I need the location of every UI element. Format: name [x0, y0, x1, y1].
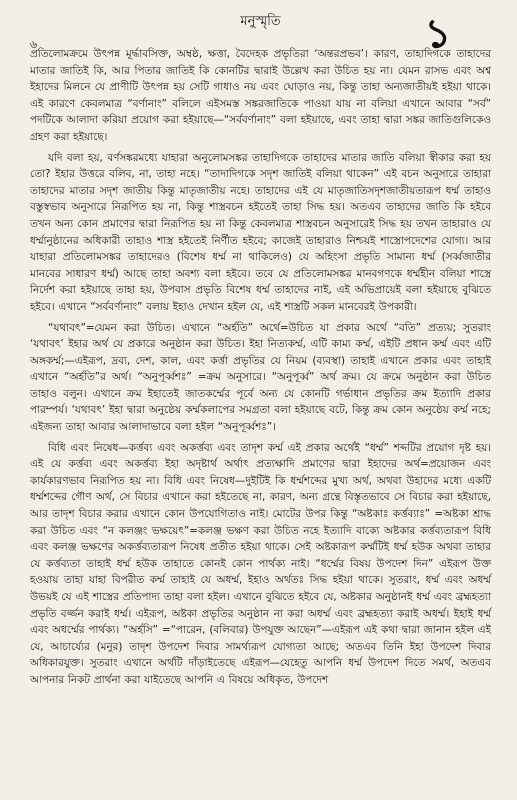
page-number: ৬	[30, 38, 38, 51]
paragraph-2: যদি বলা হয়, বর্ণসঙ্করমধ্যে যাহারা অনুলোমসঙ্কর তাহাদিগকে তাহাদের মাতার জাতি বলিয়া স্বীকার করা হয় তো? ইহার উত্তরে বলিব, না, তাহা নহে। “তাদাদিগকে সদৃশ জাতিই বলিয়া থাকেন” এই বচন অনুসারে তাহারা তাহাদের মাতার সদৃশ জাতীয় কিন্তু মাতৃজাতীয় নহে। তাহাদের এই যে মাতৃজাতিসদৃশজাতীয়তারূপ ধর্ম্ম তাহাও বস্তুস্বভাব অনুসারে নিরূপিত হয় না, কিন্তু শাস্ত্রবচন হইতেই তাহা সিদ্ধ হয়। অতএব তাহাদের জাতি কি হইবে তখন অন্য কোন প্রমাণের দ্বারা নিরূপিত হয় না কিন্তু কেবলমাত্র শাস্ত্রবচন অনুসারেই সিদ্ধ হয় তখন তাহারাও যে ধর্ম্মানুষ্ঠানের অধিকারী তাহাও শাস্ত্র হইতেই নির্ণীত হইবে; কাজেই তাহারাও নিশ্চয়ই শাস্ত্রোপদেশের যোগ্য। আর যাহারা প্রতিলোমসঙ্কর তাহাদেরও (বিশেষ ধর্ম্ম না থাকিলেও) যে অহিংসা প্রভৃতি সামান্য ধর্ম্ম (সর্ব্বজাতীর মানবের সাধারণ ধর্ম্ম) আছে তাহা অবশ্য বলা হইবে। তবে যে প্রতিলোমসঙ্কর মানবগণকে ধর্ম্মহীন বলিয়া শাস্ত্রে নির্দেশ করা হইয়াছে তাহা হয়, উপবাস প্রভৃতি বিশেষ ধর্ম্ম তাহাদের নাই, এই অভিপ্রায়েই বলা হইয়াছে বুঝিতে হইবে। এখানে “সর্ববর্ণানাং” বলায় ইহাও দেখান হইল যে, এই শাস্ত্রটি সকল মানবেরই উপকারী।	[30, 151, 491, 313]
running-title: মনুস্মৃতি	[240, 14, 281, 29]
paragraph-4: বিধি এবং নিষেধ—কর্ত্তব্য এবং অকর্ত্তব্য এবং তাদৃশ কর্ম্ম এই প্রকার অর্থেই “ধর্ম্ম” শব্দটির প্রয়োগ দৃষ্ট হয়। এই যে কর্ত্তব্য এবং অকর্ত্তব্য ইহা অদৃষ্টার্থ অর্থাৎ প্রত্যক্ষাদি প্রমাণের দ্বারা ইহাদের অর্থ=প্রয়োজন এবং কার্যকারণভাব নিরূপিত হয় না। বিধি এবং নিষেধ—দুইটিই কি ধর্ম্মশব্দের মুখ্য অর্থ, অথবা উহাদের মধ্যে একটি ধর্ম্মশব্দের গৌণ অর্থ, সে বিচার এখানে করা হইতেছে না, কারণ, অন্য গ্রন্থে বিস্তৃতভাবে সে বিচার করা হইয়াছে, আর তাদৃশ বিচার করার এখানে কোন উপযোগিতাও নাই। মোটের উপর কিন্তু “অষ্টকাঃ কর্ত্তব্যাঃ” =অষ্টকা শ্রাদ্ধ করা উচিত এবং “ন কলঞ্জং ভক্ষয়েৎ”=কলঞ্জ ভক্ষণ করা উচিত নহে ইত্যাদি বাক্যে অষ্টকার কর্ত্তব্যতারূপ বিধি এবং কলঞ্জ ভক্ষণের অকর্ত্তব্যতারূপ নিষেধ প্রতীত হইয়া থাকে। সেই অষ্টকারূপ কর্ম্মটিই ধর্ম্ম হউক অথবা তাহার যে কর্ত্তব্যতা তাহাই ধর্ম্ম হউক তাহাতে কোনই কোন পার্থক্য নাই। “ধর্ম্মের বিষয় উপদেশ দিন” এইরূপ উক্ত হওয়ায় তাহা যাহা বিপরীত কর্ম্ম তাহাই যে অধর্ম্ম, ইহাও অর্থতঃ সিদ্ধ হইয়া থাকে। সুতরাং, ধর্ম্ম এবং অধর্ম্ম উভয়ই যে এই শাস্ত্রের প্রতিপাদ্য তাহা বলা হইল। এখানে বুঝিতে হইবে যে, অষ্টকার অনুষ্ঠানই ধর্ম্ম এবং ব্রহ্মহত্যা প্রভৃতি বর্জ্জন করাই ধর্ম্ম। এইরূপ, অষ্টকা প্রভৃতির অনুষ্ঠান না করা অধর্ম্ম এবং ব্রহ্মহত্যা করাই অধর্ম্ম। ইহাই ধর্ম্ম এবং অধর্ম্মের পার্থক্য। “অর্হসি” =“পারেন, (বলিবার) উপযুক্ত আছেন”—এইরূপ এই কথা দ্বারা জানান হইল এই যে, আচার্য্যের (মনুর) তাদৃশ উপদেশ দিবার সামর্থ্যরূপ যোগ্যতা আছে; অতএব তিনি ইহা উপদেশ দিবার অধিকারযুক্ত। সুতরাং এখানে অর্থটি দাঁড়াইতেছে এইরূপ—যেহেতু আপনি ধর্ম্ম উপদেশ দিতে সমর্থ, অতএব আপনার নিকট প্রার্থনা করা যাইতেছে আপনি এ বিষয়ে অধিকৃত, উপদেশ	[30, 441, 491, 686]
paragraph-3: “যথাবৎ”=যেমন করা উচিত। এখানে “অর্হতি” অর্থে=উচিত যা প্রকার অর্থে “বতি” প্রত্যয়; সুতরাং ‘যথাবৎ’ ইহার অর্থ যে প্রকারে অনুষ্ঠান করা উচিত। ইহা নিত্যকর্ম্ম, এটি কাম্য কর্ম্ম, এইটি প্রধান কর্ম্ম এবং এটি অঙ্গকর্ম্ম;—এইরূপ, দ্রব্য, দেশ, কাল, এবং কর্ত্তা প্রভৃতির যে নিয়ম (ব্যবস্থা) তাহাই এখানে প্রকার এবং তাহাই এখানে “অর্হতি”র অর্থ। “অনুপূর্ব্বশঃ” =ক্রম অনুসারে। “অনুপূর্ব্ব” অর্থ ক্রম। যে ক্রমে অনুষ্ঠান করা উচিত তাহাও বলুন। এখানে ক্রম ইহাতেই জাতকর্ম্মের পূর্বে অন্য যে কোনটি গর্ভাধান প্রভৃতির ক্রম ইত্যাদি প্রকার পারম্পর্য। ‘যথাবৎ’ ইহা দ্বারা অনুষ্ঠেয় কর্ম্মকলাপের সমগ্রতা বলা হইয়াছে বটে, কিন্তু ক্রম কোন অনুষ্ঠেয় কর্ম্ম নহে; এইজন্য তাহা আবার আলাদাভাবে বলা হইল “অনুপূর্ব্বশঃ”।	[30, 321, 491, 434]
paragraph-1: প্রতিলোমক্রমে উৎপন্ন মূর্দ্ধাবসিক্ত, অম্বষ্ঠ, ক্ষত্তা, বৈদেহক প্রভৃতিরা ‘অন্তরপ্রভব’। কারণ, তাহাদিগকে তাহাদের মাতার জাতিই কি, আর পিতার জাতিই কি কোনটির দ্বারাই উল্লেখ করা উচিত হয় না। যেমন রাসভ এবং অশ্ব ইহাদের মিলনে যে প্রাণীটি উৎপন্ন হয় সেটি গাধাও নয় এবং ঘোড়াও নয়, কিন্তু তাহা অন্যজাতীয়ই হইয়া থাকে। এই কারণে কেবলমাত্র “বর্ণানাং” বলিলে এইসমস্ত সঙ্করজাতিকে পাওয়া যায় না বলিয়া এখানে আবার “সর্ব” পদটিকে আলাদা করিয়া প্রয়োগ করা হইয়াছে—“সর্ববর্ণানাং” বলা হইয়াছে, এবং তাহা দ্বারা সঙ্কর জাতিগুলিকেও গ্রহণ করা হইয়াছে।	[30, 48, 491, 143]
page-header	[30, 8, 491, 58]
body-text	[30, 46, 491, 689]
handwritten-mark: ১	[423, 9, 453, 58]
